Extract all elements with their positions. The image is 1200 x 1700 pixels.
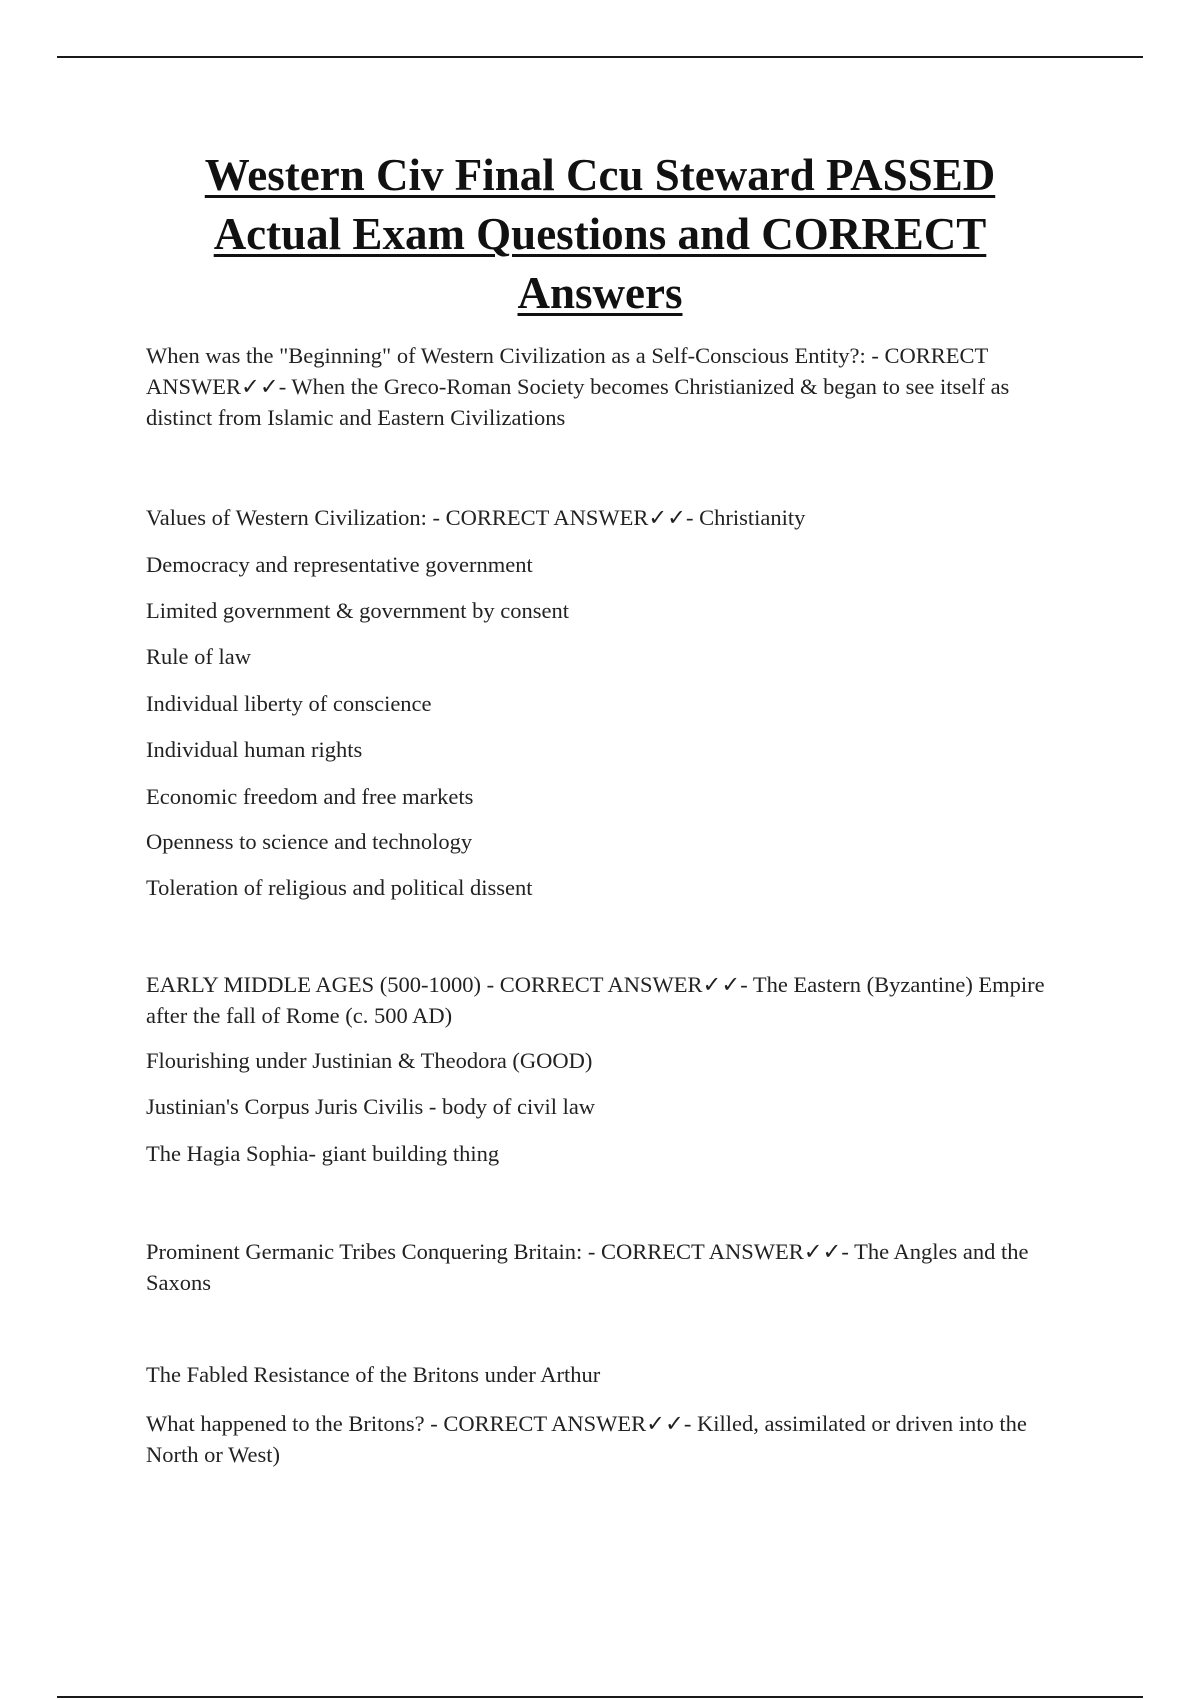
list-item: Individual liberty of conscience: [146, 691, 432, 716]
title-line-1: Western Civ Final Ccu Steward PASSED: [204, 150, 996, 200]
document-title: [150, 146, 1050, 323]
question-beginning-of-western-civ: When was the "Beginning" of Western Civilization as a Self-Conscious Entity?: - CORRECT ANSWER✓✓- When the Greco-Roman Society becomes Christianized & began to see itself as distinct from Islamic and Eastern Civilizations: [146, 343, 1010, 430]
list-item: Limited government & government by consent: [146, 598, 570, 623]
title-line-3: Answers: [517, 268, 683, 318]
list-item: Democracy and representative government: [146, 552, 533, 577]
list-item: Openness to science and technology: [146, 829, 473, 854]
list-item: Flourishing under Justinian & Theodora (GOOD): [146, 1048, 593, 1073]
list-item: Toleration of religious and political dissent: [146, 875, 533, 900]
list-item: The Hagia Sophia- giant building thing: [146, 1141, 500, 1166]
question-germanic-tribes-britain: Prominent Germanic Tribes Conquering Britain: - CORRECT ANSWER✓✓- The Angles and the Saxons: [146, 1239, 1029, 1295]
list-item: Economic freedom and free markets: [146, 784, 474, 809]
question-early-middle-ages: EARLY MIDDLE AGES (500-1000) - CORRECT ANSWER✓✓- The Eastern (Byzantine) Empire after the fall of Rome (c. 500 AD): [146, 972, 1045, 1028]
top-rule: [57, 56, 1143, 58]
bottom-rule: [57, 1696, 1143, 1698]
title-line-2: Actual Exam Questions and CORRECT: [213, 209, 987, 259]
question-what-happened-to-britons: What happened to the Britons? - CORRECT ANSWER✓✓- Killed, assimilated or driven into the North or West): [146, 1411, 1027, 1467]
list-item: Rule of law: [146, 644, 251, 669]
list-item: Individual human rights: [146, 737, 363, 762]
question-values-of-western-civ: Values of Western Civilization: - CORRECT ANSWER✓✓- Christianity: [146, 505, 806, 530]
list-item: The Fabled Resistance of the Britons under Arthur: [146, 1362, 601, 1387]
list-item: Justinian's Corpus Juris Civilis - body of civil law: [146, 1094, 596, 1119]
